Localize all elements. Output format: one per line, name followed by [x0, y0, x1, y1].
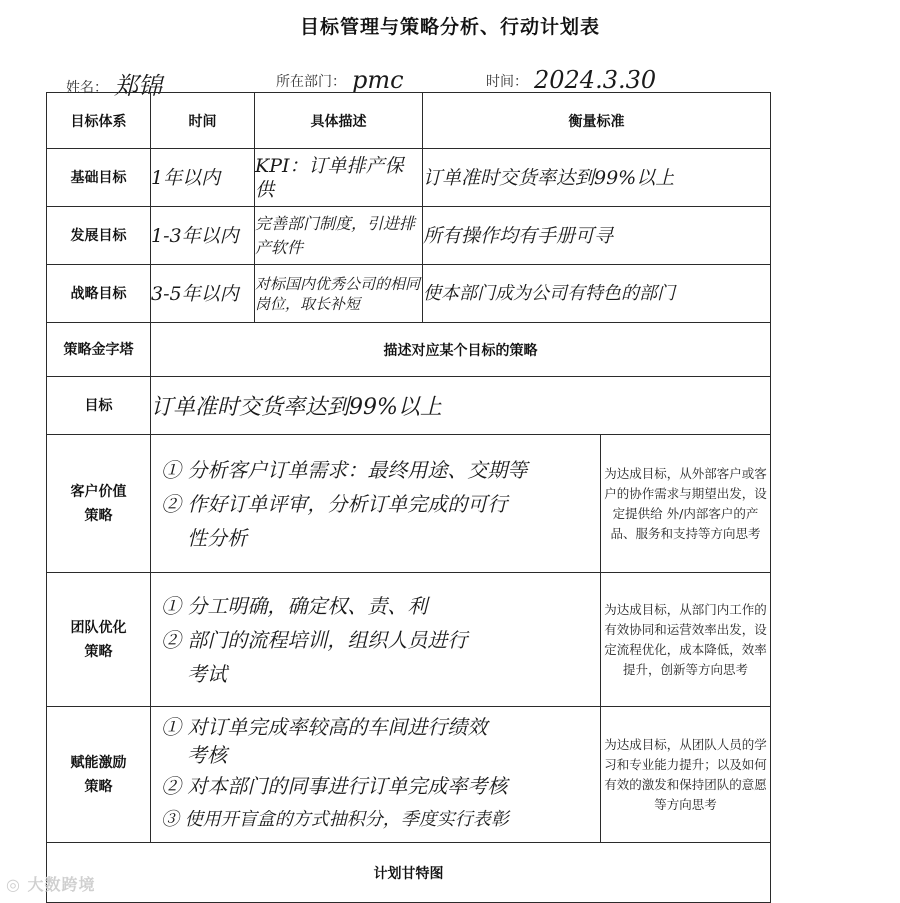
- watermark-text: 大数跨境: [27, 875, 96, 894]
- goal-standard: 所有操作均有手册可寻: [423, 207, 771, 265]
- time-field: [486, 64, 656, 92]
- goal-desc: 对标国内优秀公司的相同岗位，取长补短: [255, 265, 423, 323]
- strategy-label: [47, 707, 151, 843]
- strategy-item: ① 对订单完成率较高的车间进行绩效: [161, 714, 488, 739]
- pyramid-desc: 描述对应某个目标的策略: [151, 323, 771, 377]
- target-row: [47, 377, 771, 435]
- header-description: 具体描述: [255, 93, 423, 149]
- strategy-hint: 为达成目标，从部门内工作的有效协同和运营效率出发，设定流程优化，成本降低，效率提升，创新等方向思考: [601, 573, 771, 707]
- watermark-logo-icon: ◎: [6, 875, 21, 894]
- strategy-row-team: [47, 573, 771, 707]
- target-label: 目标: [47, 377, 151, 435]
- strategy-item: ② 作好订单评审，分析订单完成的可行: [161, 491, 508, 516]
- strategy-row-customer: [47, 435, 771, 573]
- strategy-item: ② 对本部门的同事进行订单完成率考核: [161, 773, 508, 798]
- goal-row-strategic: [47, 265, 771, 323]
- strategy-label-line: 团队优化: [70, 619, 127, 636]
- header-standard: 衡量标准: [423, 93, 771, 149]
- goal-row-basic: [47, 149, 771, 207]
- goal-standard: 订单准时交货率达到99%以上: [423, 149, 771, 207]
- goal-category: 基础目标: [47, 149, 151, 207]
- strategy-label-line: 策略: [84, 778, 113, 795]
- header-time: 时间: [151, 93, 255, 149]
- header-goal-system: 目标体系: [47, 93, 151, 149]
- strategy-label: [47, 435, 151, 573]
- strategy-item: 性分析: [187, 525, 247, 550]
- strategy-items: [151, 707, 601, 843]
- pyramid-label: 策略金字塔: [47, 323, 151, 377]
- dept-value: pmc: [352, 66, 404, 94]
- strategy-item: ③ 使用开盲盒的方式抽积分，季度实行表彰: [161, 808, 509, 830]
- watermark: [6, 872, 96, 895]
- name-label: 姓名：: [66, 80, 108, 96]
- plan-table: [46, 92, 771, 903]
- strategy-items: [151, 435, 601, 573]
- time-value: 2024.3.30: [534, 66, 657, 94]
- pyramid-row: [47, 323, 771, 377]
- strategy-label: [47, 573, 151, 707]
- goal-desc: KPI：订单排产保供: [255, 149, 423, 207]
- goal-row-development: [47, 207, 771, 265]
- dept-label: 所在部门：: [276, 74, 346, 90]
- goal-header-row: [47, 93, 771, 149]
- strategy-label-line: 策略: [84, 643, 113, 660]
- time-label: 时间：: [486, 74, 528, 90]
- goal-category: 战略目标: [47, 265, 151, 323]
- name-value: 郑锦: [114, 72, 162, 100]
- strategy-row-empower: [47, 707, 771, 843]
- strategy-label-line: 赋能激励: [70, 754, 127, 771]
- strategy-item: 考核: [187, 742, 227, 767]
- gantt-row: [47, 843, 771, 903]
- strategy-item: 考试: [187, 661, 227, 686]
- strategy-item: ① 分析客户订单需求：最终用途、交期等: [161, 457, 528, 482]
- gantt-label: 计划甘特图: [47, 843, 771, 903]
- goal-standard: 使本部门成为公司有特色的部门: [423, 265, 771, 323]
- goal-time: 3-5年以内: [151, 265, 255, 323]
- goal-category: 发展目标: [47, 207, 151, 265]
- target-value: 订单准时交货率达到99%以上: [151, 377, 771, 435]
- strategy-item: ② 部门的流程培训，组织人员进行: [161, 627, 468, 652]
- strategy-label-line: 客户价值: [70, 483, 127, 500]
- strategy-label-line: 策略: [84, 507, 113, 524]
- goal-time: 1年以内: [151, 149, 255, 207]
- strategy-hint: 为达成目标，从外部客户或客户的协作需求与期望出发，设定提供给 外/内部客户的产品、服务和支持等方向思考: [601, 435, 771, 573]
- strategy-items: [151, 573, 601, 707]
- dept-field: [276, 64, 404, 92]
- goal-time: 1-3年以内: [151, 207, 255, 265]
- page-title: 目标管理与策略分析、行动计划表: [299, 16, 600, 38]
- goal-desc: 完善部门制度，引进排产软件: [255, 207, 423, 265]
- strategy-hint: 为达成目标，从团队人员的学习和专业能力提升；以及如何有效的激发和保持团队的意愿等方向思考: [601, 707, 771, 843]
- strategy-item: ① 分工明确，确定权、责、利: [161, 593, 428, 618]
